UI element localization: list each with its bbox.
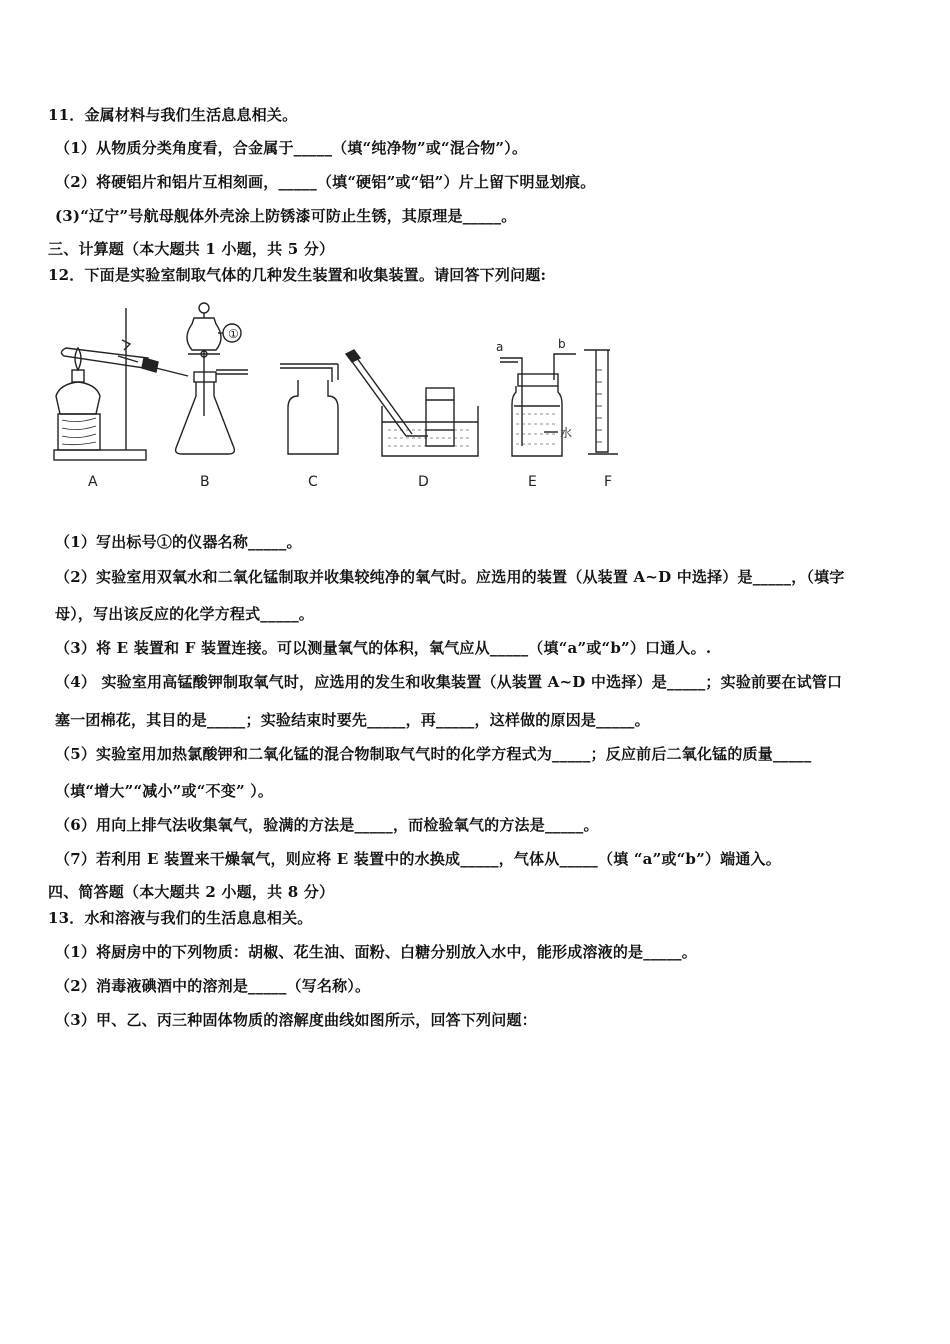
port-b-label: b xyxy=(558,337,566,351)
q12-part5-line1: （5）实验室用加热氯酸钾和二氧化锰的混合物制取气气时的化学方程式为_____；反应前后二氧化锰的质量_____ xyxy=(55,745,812,763)
apparatus-c xyxy=(280,364,338,490)
q12-part4-line2: 塞一团棉花，其目的是_____；实验结束时要先_____，再_____，这样做的原因是_____。 xyxy=(55,711,650,729)
section-3-heading: 三、计算题（本大题共 1 小题，共 5 分） xyxy=(48,240,335,258)
label-a: A xyxy=(88,474,98,490)
q13-part1: （1）将厨房中的下列物质：胡椒、花生油、面粉、白糖分别放入水中，能形成溶液的是_____。 xyxy=(55,943,697,961)
label-d: D xyxy=(418,474,429,490)
q12-part1: （1）写出标号①的仪器名称_____。 xyxy=(55,533,302,551)
label-b: B xyxy=(200,474,210,490)
q12-part3: （3）将 E 装置和 F 装置连接。可以测量氧气的体积，氧气应从_____（填“a”或“b”）口通人。. xyxy=(55,639,712,657)
q12-part2-line2: 母），写出该反应的化学方程式_____。 xyxy=(55,605,315,623)
label-f: F xyxy=(604,474,613,490)
apparatus-e xyxy=(496,337,576,490)
q13-part2: （2）消毒液碘酒中的溶剂是_____（写名称）。 xyxy=(55,977,371,995)
water-label: 水 xyxy=(560,426,573,440)
section-4-heading: 四、简答题（本大题共 2 小题，共 8 分） xyxy=(48,883,335,901)
label-e: E xyxy=(528,474,537,490)
q12-part4-line1: （4） 实验室用高锰酸钾制取氧气时，应选用的发生和收集装置（从装置 A~D 中选择）是_____；实验前要在试管口 xyxy=(55,673,843,691)
apparatus-figure xyxy=(48,296,648,501)
q12-part7: （7）若利用 E 装置来干燥氧气，则应将 E 装置中的水换成_____，气体从_____（填 “a”或“b”）端通入。 xyxy=(55,850,781,868)
q12-title: 12．下面是实验室制取气体的几种发生装置和收集装置。请回答下列问题: xyxy=(48,266,547,284)
apparatus-b xyxy=(176,303,248,490)
q11-title: 11．金属材料与我们生活息息相关。 xyxy=(48,106,298,124)
marker-1: ① xyxy=(228,327,239,341)
q11-part1: （1）从物质分类角度看，合金属于_____（填“纯净物”或“混合物”）。 xyxy=(55,139,528,157)
q13-title: 13．水和溶液与我们的生活息息相关。 xyxy=(48,909,313,927)
apparatus-f xyxy=(584,350,618,490)
q13-part3: （3）甲、乙、丙三种固体物质的溶解度曲线如图所示，回答下列问题： xyxy=(55,1011,537,1029)
apparatus-a xyxy=(54,308,188,490)
q12-part5-line2: （填“增大”“减小”或“不变” ）。 xyxy=(55,782,274,800)
q11-part3: (3)“辽宁”号航母舰体外壳涂上防锈漆可防止生锈，其原理是_____。 xyxy=(55,207,517,225)
q12-part6: （6）用向上排气法收集氧气，验满的方法是_____，而检验氧气的方法是_____。 xyxy=(55,816,599,834)
label-c: C xyxy=(308,474,318,490)
q12-part2-line1: （2）实验室用双氧水和二氧化锰制取并收集较纯净的氧气时。应选用的装置（从装置 A~D 中选择）是_____，（填字 xyxy=(55,568,845,586)
q11-part2: （2）将硬铝片和铝片互相刻画，_____（填“硬铝”或“铝”）片上留下明显划痕。 xyxy=(55,173,596,191)
apparatus-d xyxy=(346,350,478,490)
port-a-label: a xyxy=(496,340,504,354)
